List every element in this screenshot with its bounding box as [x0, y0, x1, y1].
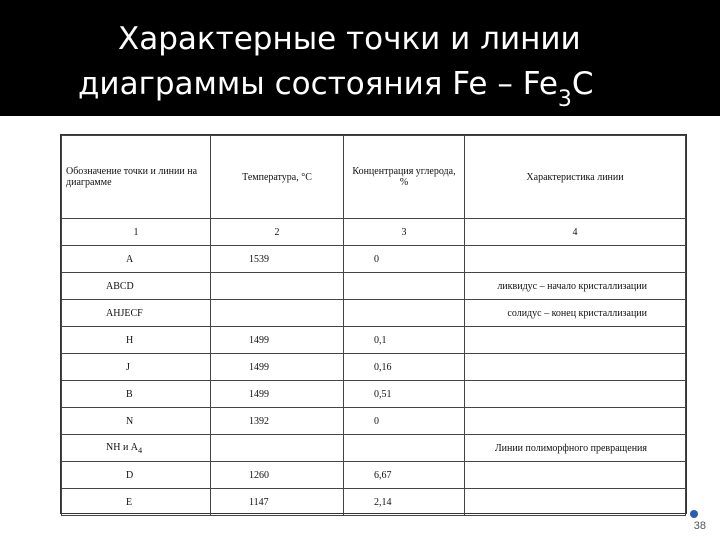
concentration [344, 273, 465, 300]
line-description: Линии полиморфного превращения [465, 435, 686, 462]
table-row [62, 489, 686, 516]
table-row [62, 408, 686, 435]
header-cell: Характеристика линии [465, 136, 686, 219]
header-cell: Температура, °С [211, 136, 344, 219]
slide-title-line-1: Характерные точки и линии [118, 21, 581, 57]
temperature: 1499 [211, 381, 344, 408]
point-name: E [62, 489, 211, 516]
point-name: H [62, 327, 211, 354]
temperature: 1499 [211, 354, 344, 381]
line-name: AHJECF [62, 300, 211, 327]
title-main-text: диаграммы состояния Fe – Fe [78, 66, 558, 102]
table-row [62, 381, 686, 408]
temperature: 1392 [211, 408, 344, 435]
column-number: 3 [344, 219, 465, 246]
temperature [211, 435, 344, 462]
point-name: J [62, 354, 211, 381]
line-description [465, 381, 686, 408]
column-number: 4 [465, 219, 686, 246]
data-table [60, 134, 687, 514]
temperature [211, 273, 344, 300]
line-description [465, 327, 686, 354]
temperature: 1539 [211, 246, 344, 273]
line-name-text: NH и A [106, 441, 139, 453]
table-row [62, 327, 686, 354]
column-number: 2 [211, 219, 344, 246]
column-number: 1 [62, 219, 211, 246]
concentration: 0,1 [344, 327, 465, 354]
line-description [465, 489, 686, 516]
point-name: N [62, 408, 211, 435]
temperature: 1499 [211, 327, 344, 354]
concentration: 0 [344, 408, 465, 435]
line-description: ликвидус – начало кристаллизации [465, 273, 686, 300]
concentration: 6,67 [344, 462, 465, 489]
line-description [465, 354, 686, 381]
table-row [62, 435, 686, 462]
concentration: 2,14 [344, 489, 465, 516]
table-header-row [62, 136, 686, 219]
title-end-text: C [571, 66, 594, 102]
header-cell: Обозначение точки и линии на диаграмме [62, 136, 211, 219]
line-name [62, 435, 211, 462]
concentration [344, 300, 465, 327]
line-description [465, 408, 686, 435]
corner-dot-icon [690, 510, 698, 518]
header-cell: Концентрация углерода, % [344, 136, 465, 219]
line-description [465, 462, 686, 489]
line-name: ABCD [62, 273, 211, 300]
table-row [62, 273, 686, 300]
line-description [465, 246, 686, 273]
table-row [62, 300, 686, 327]
line-name-subscript: 4 [138, 445, 143, 455]
table-row [62, 354, 686, 381]
column-number-row [62, 219, 686, 246]
line-description: солидус – конец кристаллизации [465, 300, 686, 327]
temperature: 1260 [211, 462, 344, 489]
temperature [211, 300, 344, 327]
concentration: 0 [344, 246, 465, 273]
point-name: B [62, 381, 211, 408]
concentration [344, 435, 465, 462]
table-row [62, 462, 686, 489]
page-number: 38 [693, 520, 706, 532]
concentration: 0,16 [344, 354, 465, 381]
title-subscript: 3 [557, 87, 572, 112]
concentration: 0,51 [344, 381, 465, 408]
temperature: 1147 [211, 489, 344, 516]
point-name: A [62, 246, 211, 273]
table-row [62, 246, 686, 273]
slide-title-line-2 [78, 66, 594, 112]
title-bar [0, 0, 720, 116]
point-name: D [62, 462, 211, 489]
